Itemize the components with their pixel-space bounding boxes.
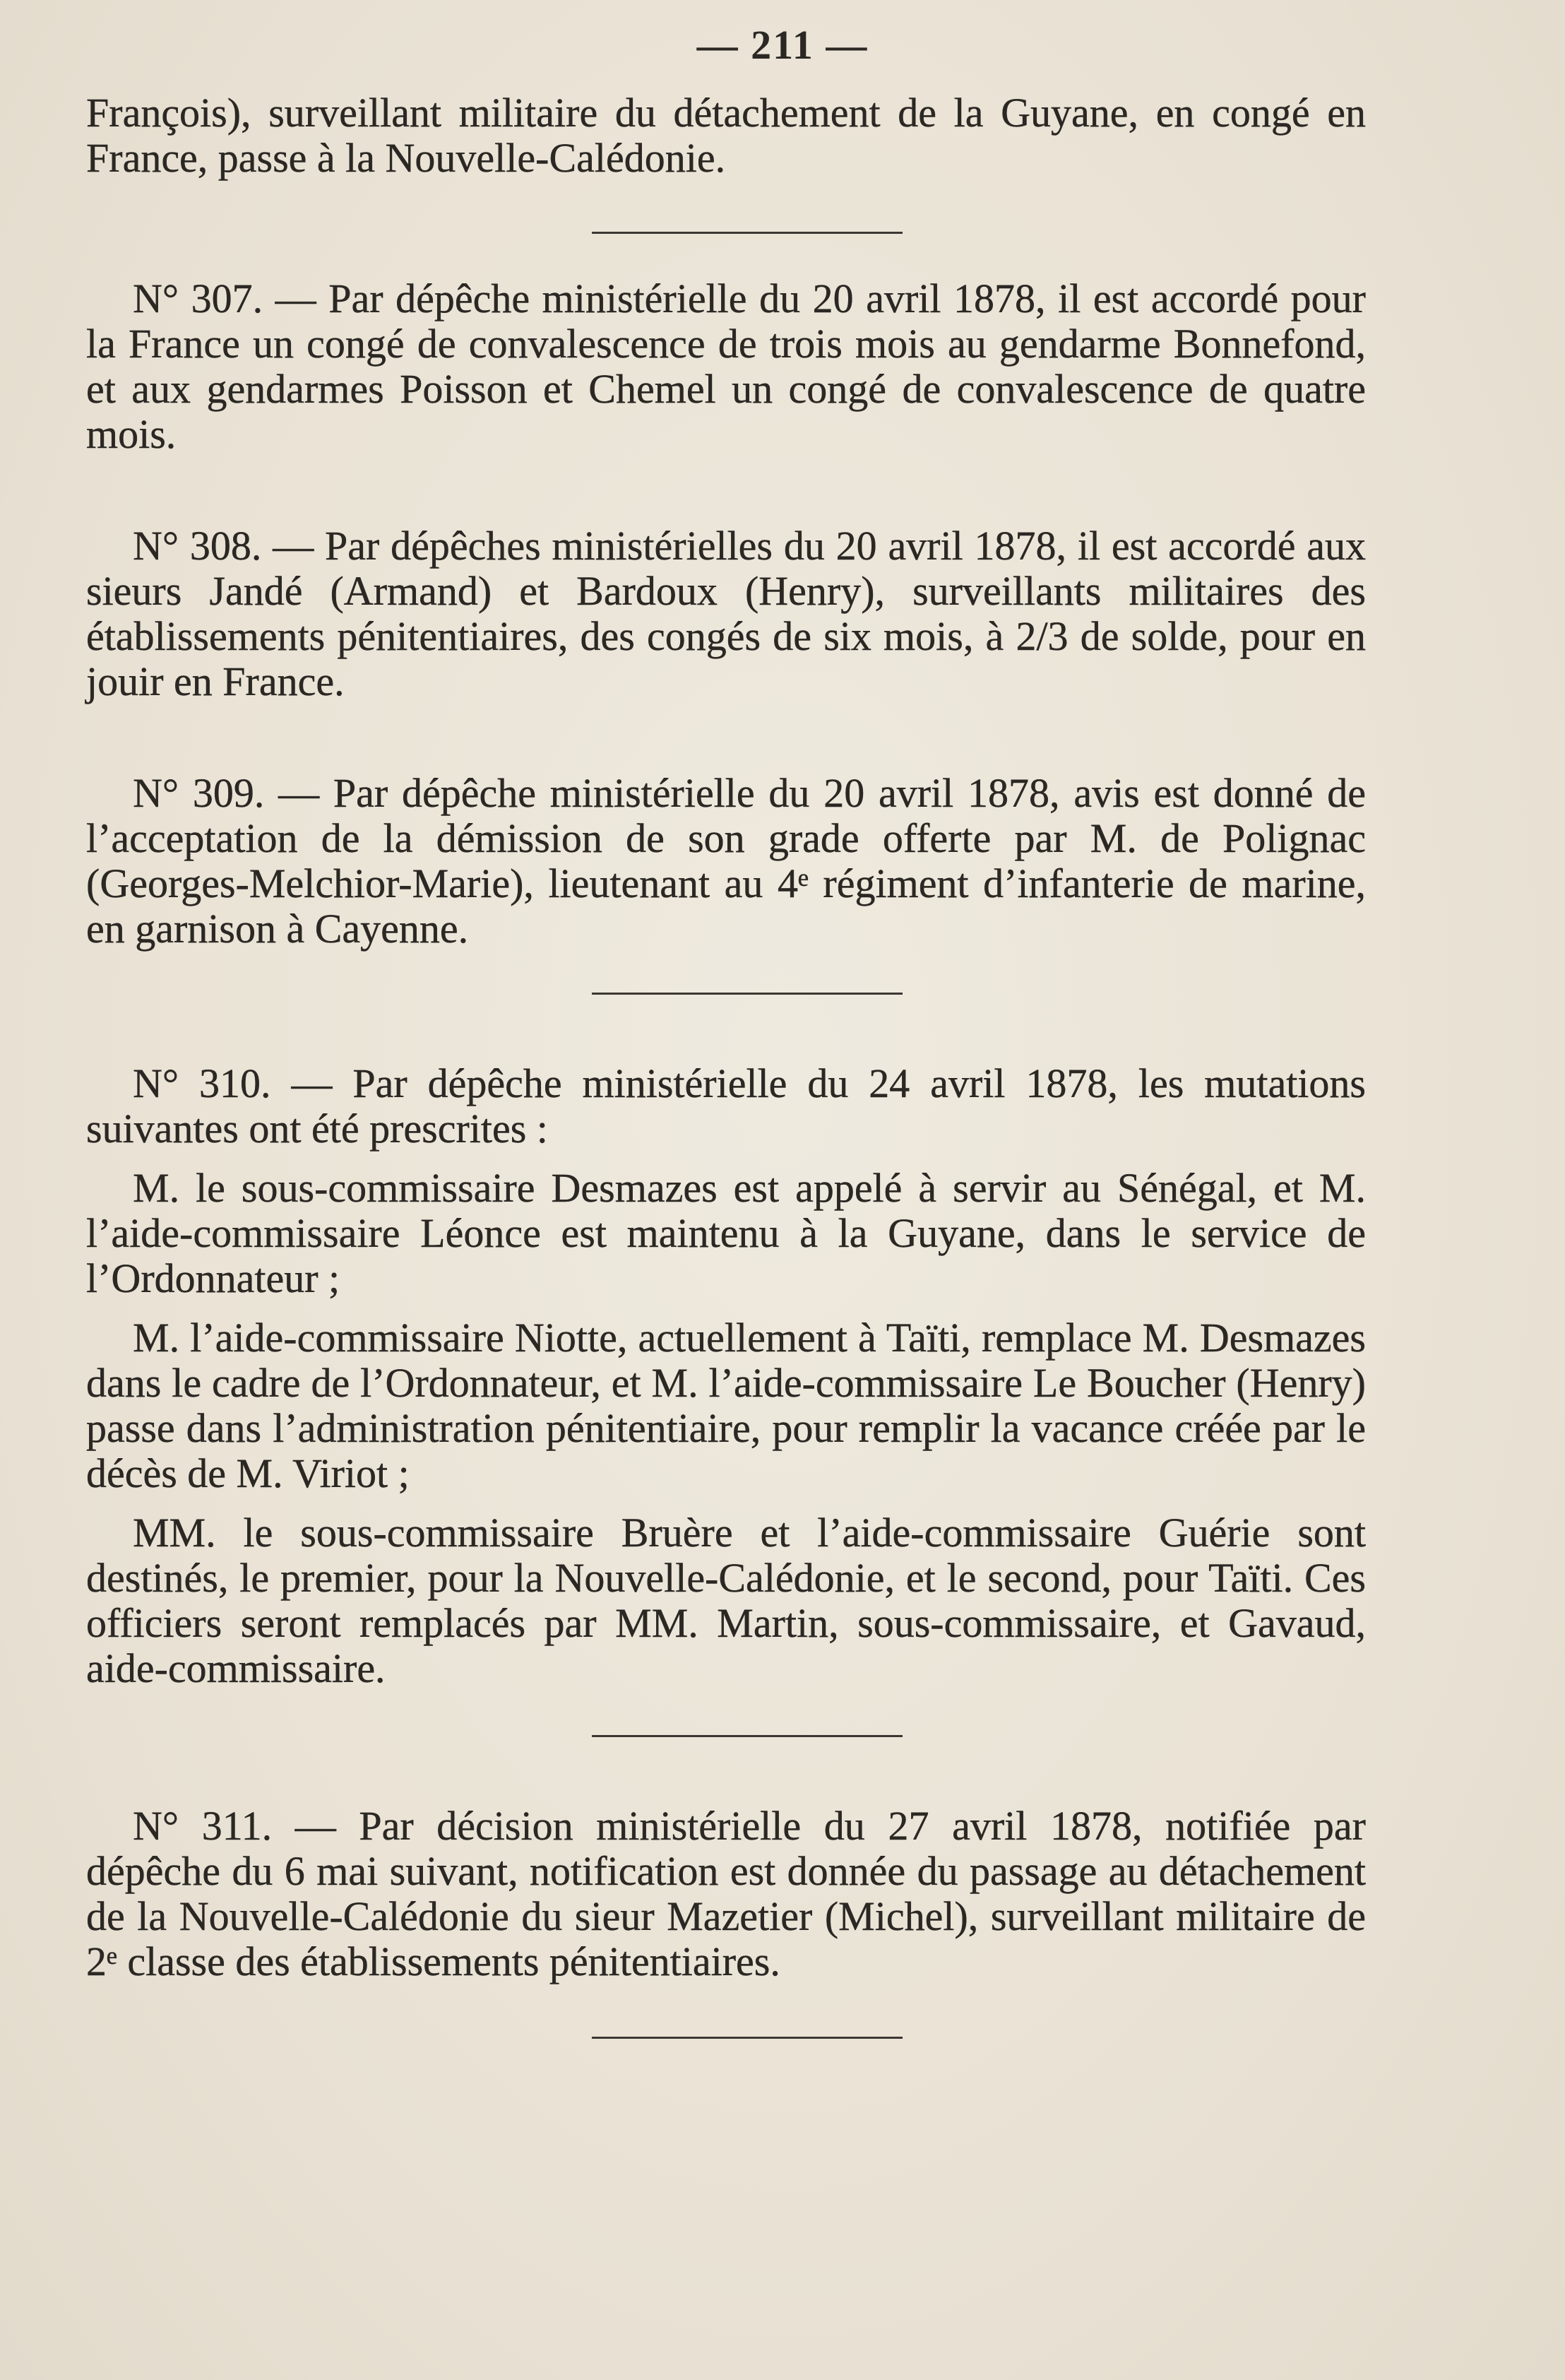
entry-308: N° 308. — Par dépêches ministérielles du 20 avril 1878, il est accordé aux sieurs Jandé (Armand) et Bardoux (Henry), surveillants militaires des établissements pénitentiaires, des congés de six mois, à 2/3 de solde, pour en jouir en France. [86, 523, 1366, 704]
entry-310-paragraph-3: MM. le sous-commissaire Bruère et l’aide-commissaire Guérie sont destinés, le premier, pour la Nouvelle-Calédonie, et le second, pour Taïti. Ces officiers seront remplacés par MM. Martin, sous-commissaire, et Gavaud, aide-commissaire. [86, 1510, 1366, 1691]
entry-310-paragraph-1: M. le sous-commissaire Desmazes est appelé à servir au Sénégal, et M. l’aide-commissaire Léonce est maintenu à la Guyane, dans le service de l’Ordonnateur ; [86, 1165, 1366, 1301]
continuation-paragraph: François), surveillant militaire du détachement de la Guyane, en congé en France, passe à la Nouvelle-Calédonie. [86, 90, 1366, 181]
section-divider [592, 232, 903, 234]
entry-311: N° 311. — Par décision ministérielle du 27 avril 1878, notifiée par dépêche du 6 mai suivant, notification est donnée du passage au détachement de la Nouvelle-Calédonie du sieur Mazetier (Michel), surveillant militaire de 2ᵉ classe des établissements pénitentiaires. [86, 1803, 1366, 1984]
section-divider [592, 2037, 903, 2039]
entry-309: N° 309. — Par dépêche ministérielle du 20 avril 1878, avis est donné de l’acceptation de la démission de son grade offerte par M. de Polignac (Georges-Melchior-Marie), lieutenant au 4ᵉ régiment d’infanterie de marine, en garnison à Cayenne. [86, 770, 1366, 952]
section-divider [592, 1735, 903, 1737]
entry-307: N° 307. — Par dépêche ministérielle du 20 avril 1878, il est accordé pour la France un congé de convalescence de trois mois au gendarme Bonnefond, et aux gendarmes Poisson et Chemel un congé de convalescence de quatre mois. [86, 276, 1366, 457]
page-number: — 211 — [696, 22, 869, 68]
entry-310-paragraph-2: M. l’aide-commissaire Niotte, actuellement à Taïti, remplace M. Desmazes dans le cadre de l’Ordonnateur, et M. l’aide-commissaire Le Boucher (Henry) passe dans l’administration pénitentiaire, pour remplir la vacance créée par le décès de M. Viriot ; [86, 1315, 1366, 1496]
entry-310-intro: N° 310. — Par dépêche ministérielle du 24 avril 1878, les mutations suivantes ont été prescrites : [86, 1060, 1366, 1151]
page-body [86, 90, 1366, 2039]
section-divider [592, 993, 903, 995]
